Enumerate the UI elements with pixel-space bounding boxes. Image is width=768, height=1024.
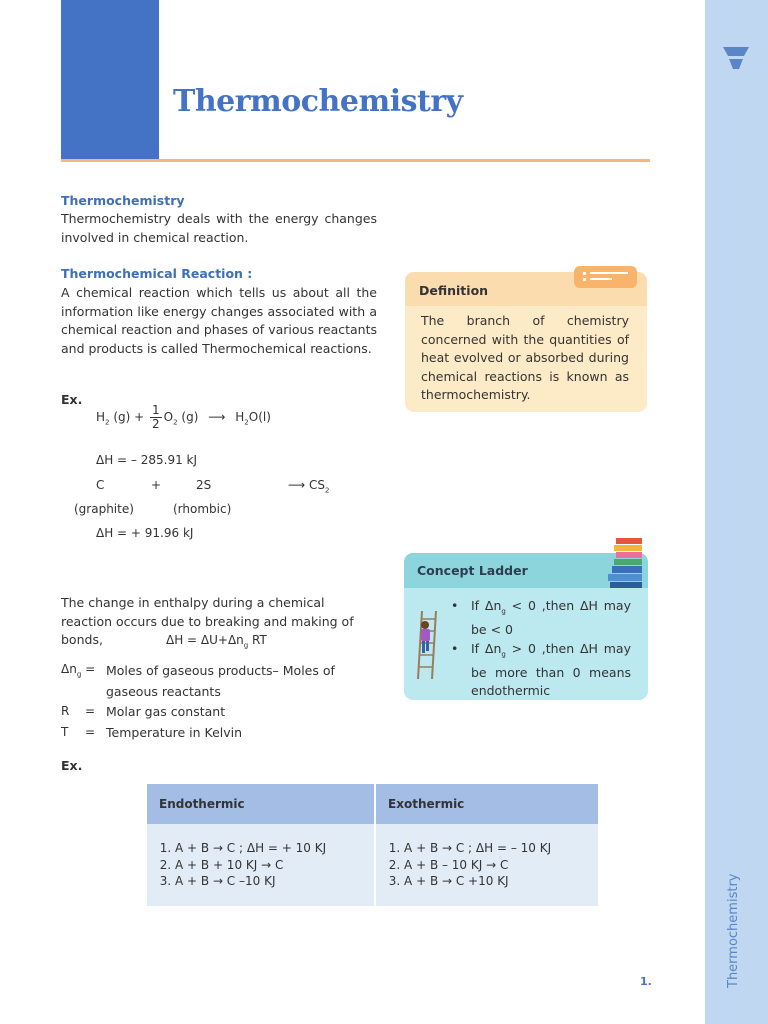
formula-subscript: g xyxy=(243,641,249,650)
header-blue-block xyxy=(61,0,159,160)
books-icon xyxy=(606,537,646,589)
eq2-2s: 2S xyxy=(196,478,212,492)
list-item: 3. A + B → C –10 KJ xyxy=(175,873,373,890)
formula-end: RT xyxy=(248,633,267,647)
concept-ladder-title: Concept Ladder xyxy=(417,563,528,578)
concept-item: • If $\Delta n_g < 0$ ,then ΔH may be < 0 xyxy=(451,597,631,640)
endothermic-cell xyxy=(147,824,374,906)
water-state: O(l) xyxy=(248,410,271,424)
enthalpy-formula xyxy=(166,633,267,649)
def-symbol: T xyxy=(61,725,69,739)
ladder-climber-icon xyxy=(414,607,442,681)
concept-item: • If $\Delta n_g > 0$ ,then ΔH may be more than 0 means endothermic xyxy=(451,640,631,701)
brand-logo-icon xyxy=(722,45,750,71)
page-title: Thermochemistry xyxy=(173,84,463,119)
enthalpy-text: The change in enthalpy during a chemical reaction occurs due to breaking and making of bonds, xyxy=(61,595,354,647)
rhombic-label: (rhombic) xyxy=(173,502,232,516)
water-symbol: H xyxy=(235,410,245,424)
title-rule xyxy=(61,159,650,162)
graphite-label: (graphite) xyxy=(74,502,134,516)
h2-state: (g) + xyxy=(113,410,145,424)
intro-heading: Thermochemistry xyxy=(61,193,185,208)
reaction-arrow-2: ⟶ xyxy=(288,478,306,492)
def-symbol: R xyxy=(61,704,70,718)
sidebar-label: Thermochemistry xyxy=(726,873,741,988)
def-text: Molar gas constant xyxy=(106,704,226,719)
list-item: 2. A + B + 10 KJ → C xyxy=(175,857,373,874)
o2-symbol: O xyxy=(163,410,174,424)
list-item: 1. A + B → C ; ΔH = – 10 KJ xyxy=(404,840,597,857)
def-equals: = xyxy=(85,725,96,739)
formula-main: ΔH = ΔU+Δn xyxy=(166,633,244,647)
intro-text: Thermochemistry deals with the energy changes involved in chemical reaction. xyxy=(61,211,377,245)
reaction-text: A chemical reaction which tells us about all the information like energy changes associated with a chemical reaction and phases of various reactants and products is called Thermochemical reactions. xyxy=(61,285,377,356)
page-number: 1. xyxy=(640,975,652,988)
list-item: 1. A + B → C ; ΔH = + 10 KJ xyxy=(175,840,373,857)
concept-ladder-list xyxy=(451,597,631,701)
reaction-heading: Thermochemical Reaction : xyxy=(61,266,253,281)
eq2-c: C xyxy=(96,478,105,492)
definition-title: Definition xyxy=(419,283,489,298)
table-header-exothermic: Exothermic xyxy=(376,784,598,824)
comparison-table xyxy=(145,784,600,906)
delta-h-1: ΔH = – 285.91 kJ xyxy=(96,453,198,467)
delta-h-2: ΔH = + 91.96 kJ xyxy=(96,526,194,540)
example-label: Ex. xyxy=(61,392,83,407)
note-tag-icon xyxy=(574,266,637,288)
def-text: Temperature in Kelvin xyxy=(106,725,243,740)
eq2-plus: + xyxy=(151,478,162,492)
equation-1: $H_2$ (g) + $\frac{1}{2}$ $O_2$ (g) ⟶ $H_2O(l)$ xyxy=(96,403,271,431)
definition-text: The branch of chemistry concerned with the quantities of heat evolved or absorbed during chemical reactions is known as thermochemistry. xyxy=(421,313,629,402)
table-header-endothermic: Endothermic xyxy=(147,784,374,824)
sidebar xyxy=(705,0,768,1024)
cs2-symbol: CS xyxy=(309,478,326,492)
list-item: 3. A + B → C +10 KJ xyxy=(404,873,597,890)
def-text: Moles of gaseous products– Moles of gaseous reactants xyxy=(106,663,335,699)
fraction-denominator: 2 xyxy=(152,417,160,431)
def-symbol: $\Delta n_g$ = xyxy=(61,662,96,679)
example-label-2: Ex. xyxy=(61,758,83,773)
eq2-arrow: ⟶ $CS_2$ xyxy=(288,478,330,495)
o2-state: (g) xyxy=(181,410,199,424)
fraction-numerator: 1 xyxy=(152,403,160,417)
def-equals: = xyxy=(85,704,96,718)
exothermic-cell xyxy=(376,824,598,906)
reaction-arrow: ⟶ xyxy=(208,410,226,424)
list-item: 2. A + B – 10 KJ → C xyxy=(404,857,597,874)
fraction xyxy=(150,404,162,431)
h2-symbol: H xyxy=(96,410,106,424)
